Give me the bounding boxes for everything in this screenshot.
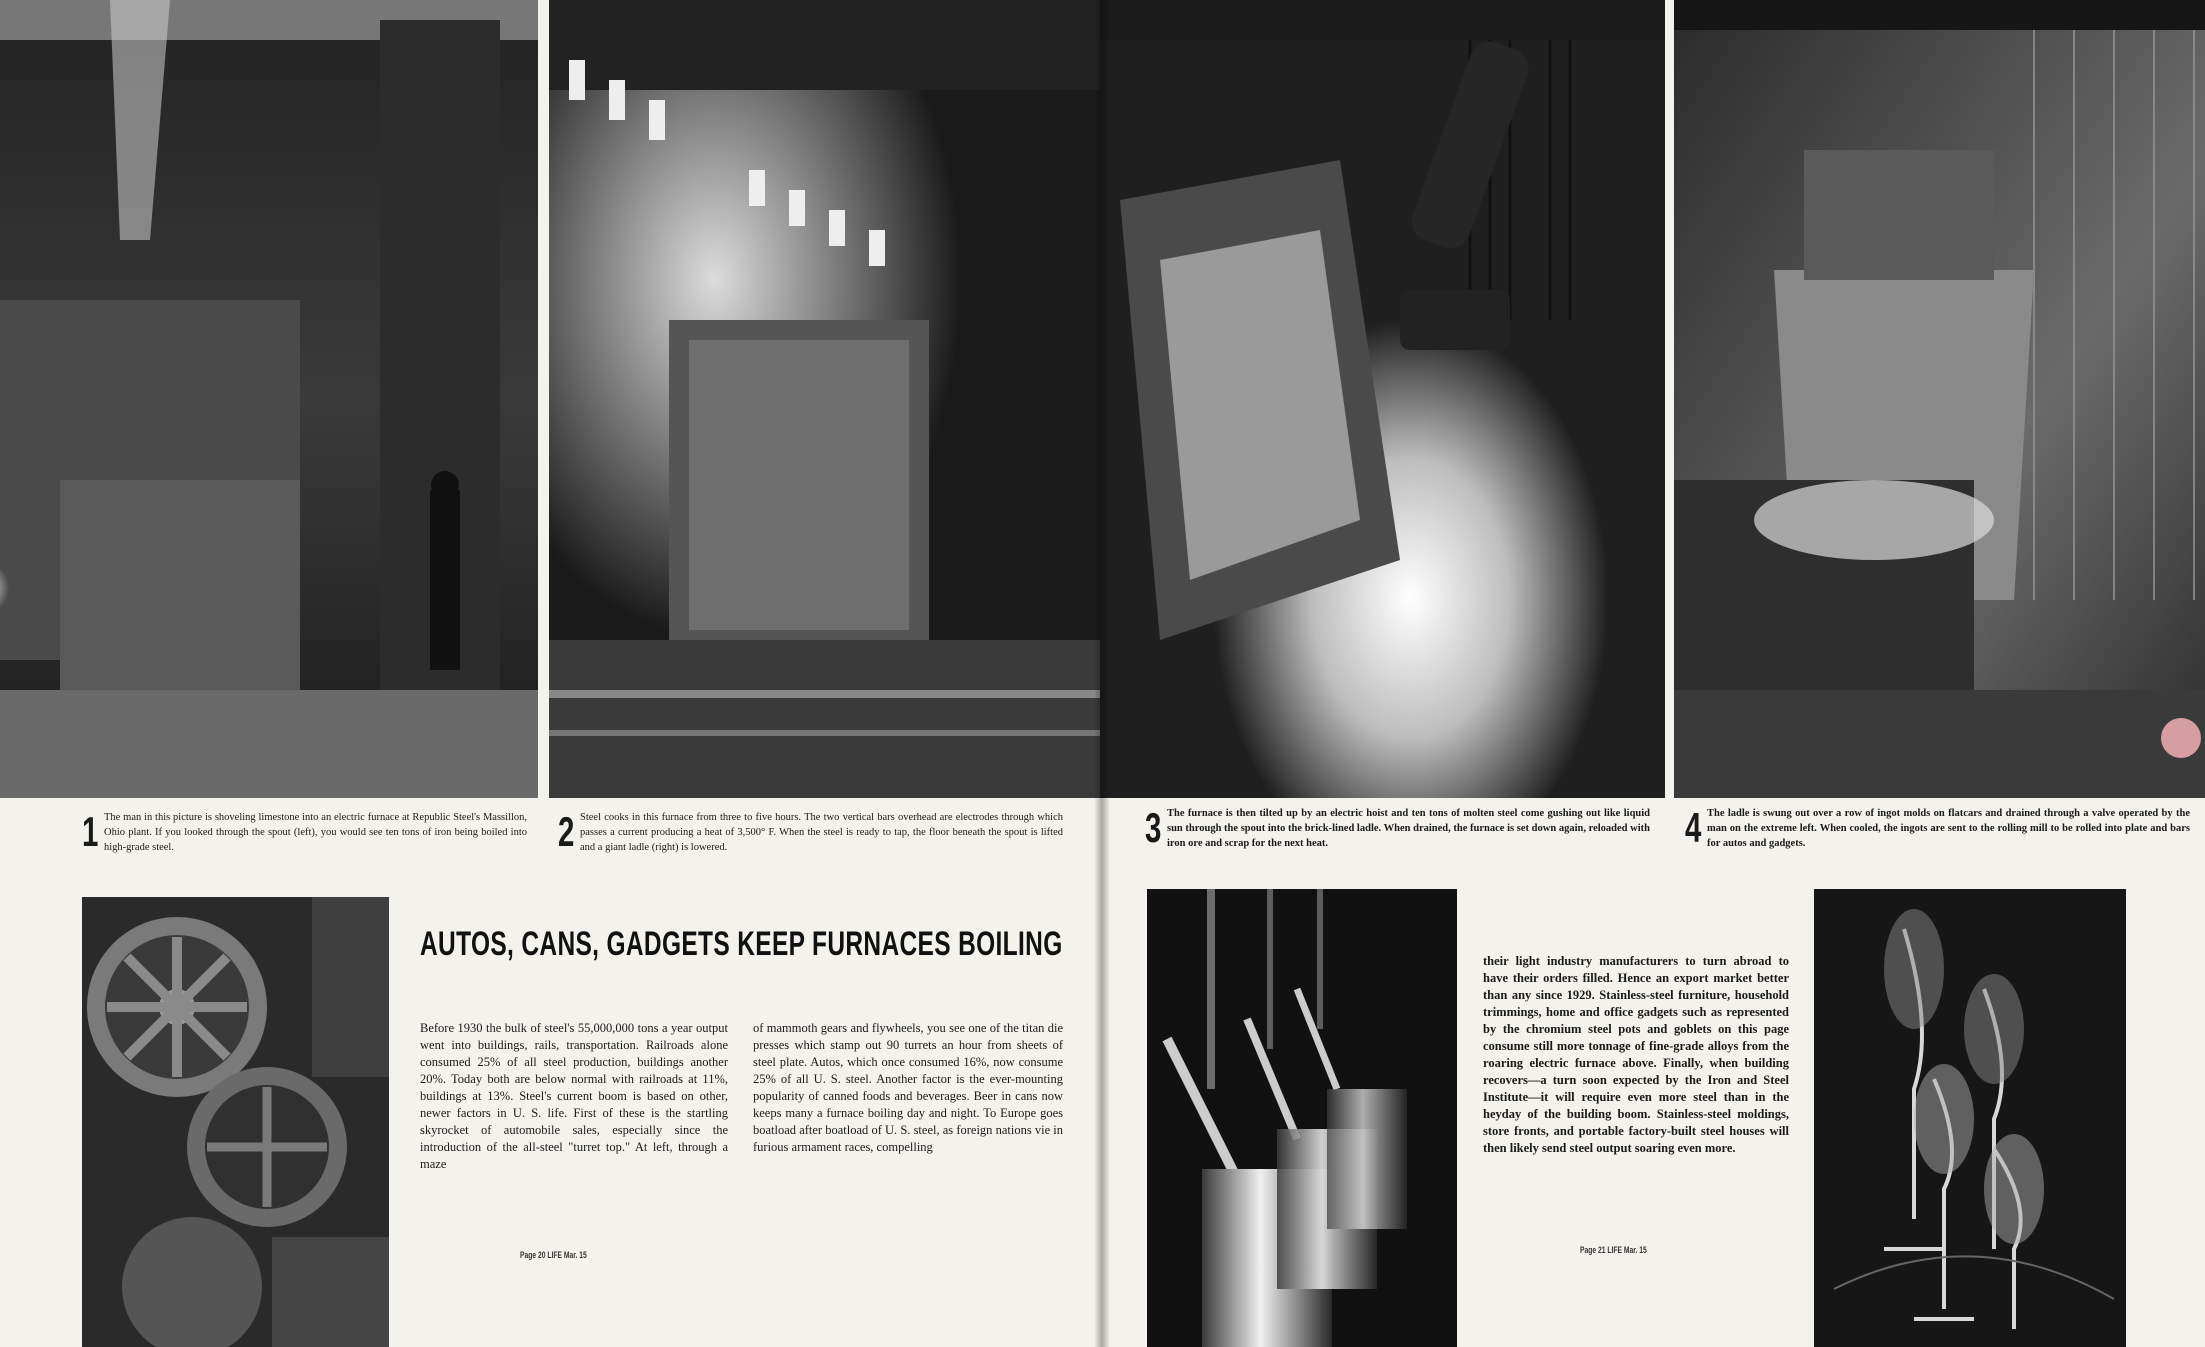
steel-mill-photo-icon xyxy=(0,0,538,798)
caption-1 xyxy=(82,810,527,860)
caption-2 xyxy=(558,810,1063,860)
photo-1-furnace-worker xyxy=(0,0,538,798)
caption-3-text: The furnace is then tilted up by an electric hoist and ten tons of molten steel come gushing out like liquid sun through the spout into the brick-lined ladle. When drained, the furnace is set down again, reloaded with iron ore and scrap for the next heat. xyxy=(1167,808,1650,849)
photo-3-furnace-tilt xyxy=(1100,0,1665,798)
photo-gears-die-press xyxy=(82,897,389,1347)
caption-2-text: Steel cooks in this furnace from three to five hours. The two vertical bars overhead are electrodes through which passes a current producing a heat of 3,500° F. When the steel is ready to tap, the floor beneath the spout is lifted and a giant ladle (right) is lowered. xyxy=(580,812,1063,853)
caption-2-number: 2 xyxy=(558,808,575,855)
ladle-photo-icon xyxy=(1674,0,2205,798)
molten-steel-photo-icon xyxy=(1100,0,1665,798)
corner-badge-icon xyxy=(2161,718,2201,758)
folio-right: Page 21 LIFE Mar. 15 xyxy=(1580,1245,1647,1255)
steel-mill-photo-icon xyxy=(549,0,1100,798)
caption-1-text: The man in this picture is shoveling limestone into an electric furnace at Republic Steel's Massillon, Ohio plant. If you looked through the spout (left), you would see ten tons of iron being boiled into high-grade steel. xyxy=(104,812,527,853)
folio-left: Page 20 LIFE Mar. 15 xyxy=(520,1250,587,1260)
body-column-2: of mammoth gears and flywheels, you see one of the titan die presses which stamp out 90 turrets an hour from sheets of steel plate. Autos, which once consumed 16%, now consume 25% of all U. S. steel. Another factor is the ever-mounting popularity of canned foods and beverages. Beer in cans now keeps many a furnace boiling day and night. To Europe goes boatload after boatload of U. S. steel, as foreign nations vie in furious armament races, compelling xyxy=(753,1021,1063,1154)
right-page xyxy=(1100,0,2205,1347)
caption-4-number: 4 xyxy=(1685,804,1702,851)
body-column-right: their light industry manufacturers to turn abroad to have their orders filled. Hence an export market better than any since 1929. Stainless-steel furniture, household trimmings, home and office gadgets such as represented by the chromium steel pots and goblets on this page consume still more tonnage of fine-grade alloys from the roaring electric furnace above. Finally, when building recovers—a turn soon expected by the Iron and Steel Institute—it will require even more steel than in the heyday of the building boom. Stainless-steel moldings, store fronts, and portable factory-built steel houses will then likely send steel output soaring even more. xyxy=(1483,954,1789,1155)
caption-4-text: The ladle is swung out over a row of ingot molds on flatcars and drained through a valve operated by the man on the extreme left. When cooled, the ingots are sent to the rolling mill to be rolled into plate and bars for autos and gadgets. xyxy=(1707,808,2190,849)
caption-4 xyxy=(1685,806,2190,856)
photo-2-electric-furnace xyxy=(549,0,1100,798)
gears-photo-icon xyxy=(82,897,389,1347)
caption-1-number: 1 xyxy=(82,808,99,855)
photo-goblets xyxy=(1814,889,2126,1347)
goblets-photo-icon xyxy=(1814,889,2126,1347)
chromium-pots-photo-icon xyxy=(1147,889,1457,1347)
left-page xyxy=(0,0,1100,1347)
caption-3 xyxy=(1145,806,1650,856)
body-column-1: Before 1930 the bulk of steel's 55,000,000 tons a year output went into buildings, rails, transportation. Railroads alone consumed 25% of all steel production, buildings another 20%. Today both are below normal with railroads at 11%, buildings at 13%. Steel's current boom is based on other, newer factors in U. S. life. First of these is the startling skyrocket of automobile sales, especially since the introduction of the all-steel "turret top." At left, through a maze xyxy=(420,1021,728,1171)
caption-3-number: 3 xyxy=(1145,804,1162,851)
headline: AUTOS, CANS, GADGETS KEEP FURNACES BOILING xyxy=(420,925,1063,963)
photo-4-ladle xyxy=(1674,0,2205,798)
photo-steel-pots xyxy=(1147,889,1457,1347)
